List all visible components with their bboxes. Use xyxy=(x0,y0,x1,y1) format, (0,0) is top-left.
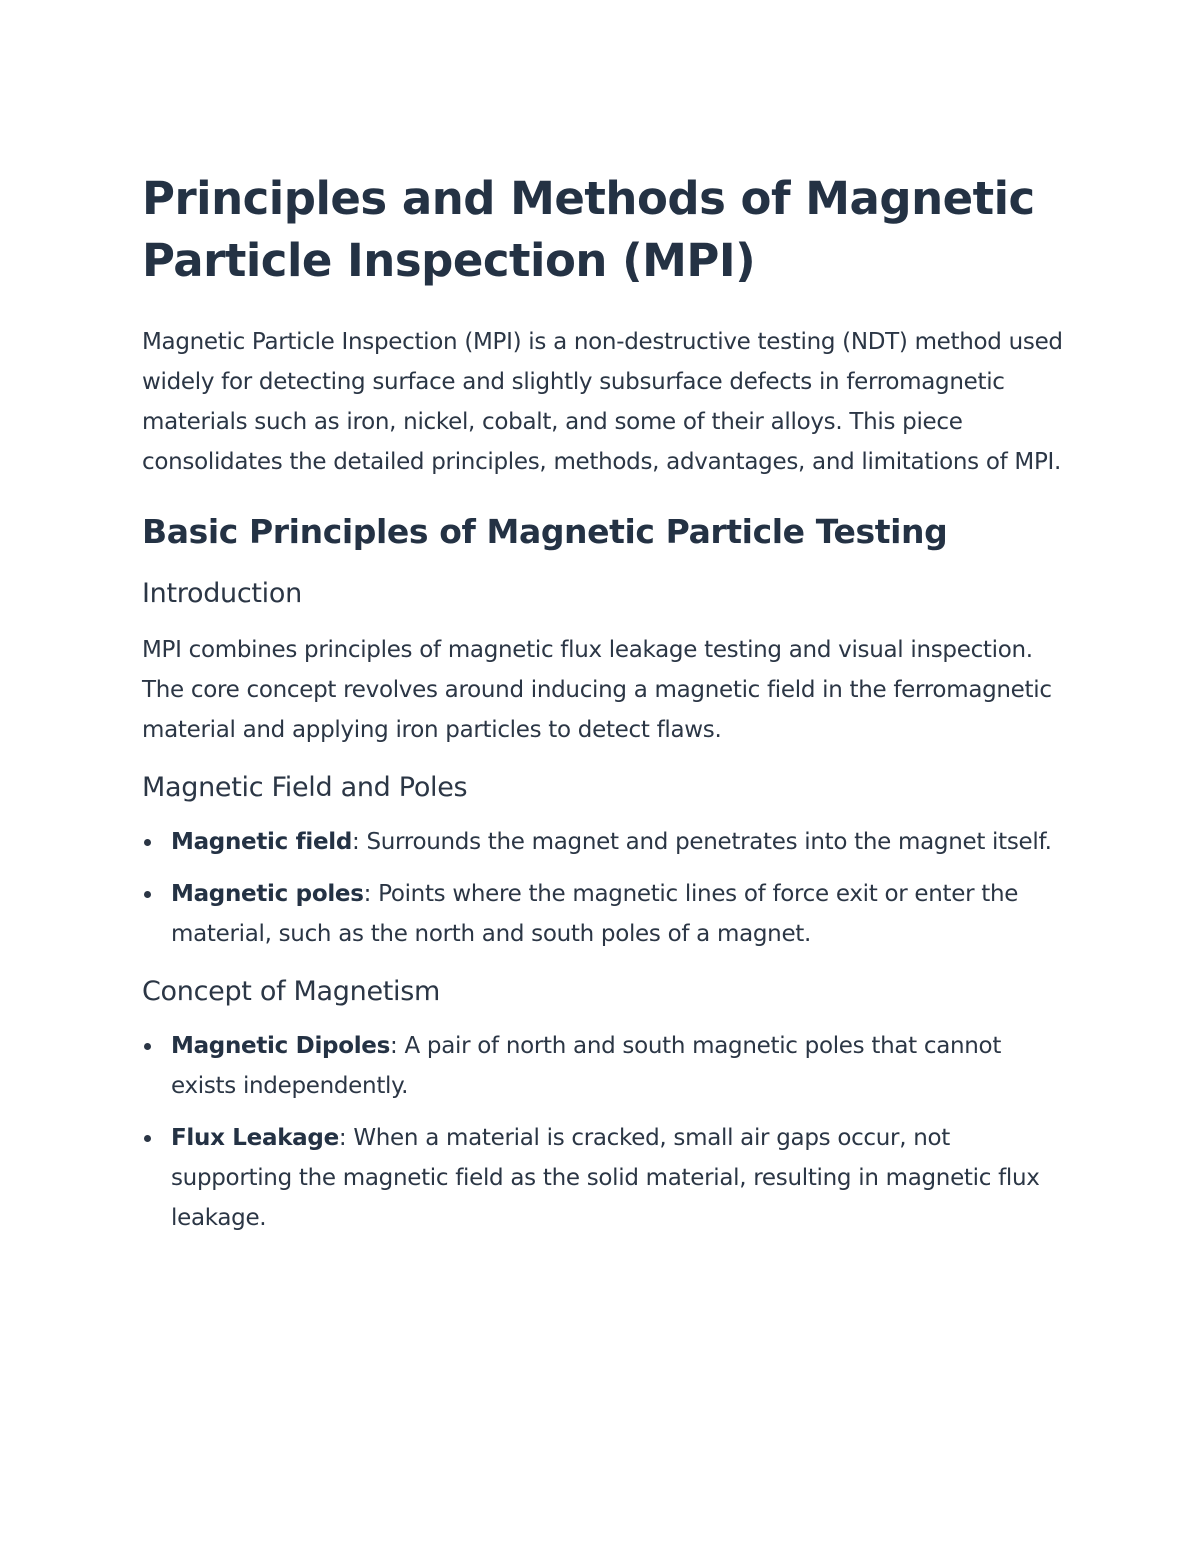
document-title: Principles and Methods of Magnetic Particle Inspection (MPI) xyxy=(142,172,1035,287)
intro-paragraph: Magnetic Particle Inspection (MPI) is a non-destructive testing (NDT) method used widely for detecting surface and slightly subsurface defects in ferromagnetic materials such as iron, nickel, cobalt, and some of their alloys. This piece consolidates the detailed principles, methods, advantages, and limitations of MPI. xyxy=(142,329,1063,475)
list-item-description: : Points where the magnetic lines of force exit or enter the material, such as the north and south poles of a magnet. xyxy=(171,881,1019,947)
list-item xyxy=(142,822,1072,862)
list-item xyxy=(142,1026,1072,1106)
field-poles-list xyxy=(142,822,1072,954)
list-item-description: : When a material is cracked, small air gaps occur, not supporting the magnetic field as the solid material, resulting in magnetic flux leakage. xyxy=(171,1125,1040,1231)
bullet-icon xyxy=(144,1043,151,1050)
introduction-paragraph: MPI combines principles of magnetic flux leakage testing and visual inspection. The core concept revolves around inducing a magnetic field in the ferromagnetic material and applying iron particles to detect flaws. xyxy=(142,637,1052,743)
magnetism-list xyxy=(142,1026,1072,1238)
field-poles-heading: Magnetic Field and Poles xyxy=(142,772,468,803)
introduction-heading: Introduction xyxy=(142,578,302,609)
document-page xyxy=(142,168,1072,1250)
list-item-term: Magnetic field xyxy=(171,829,353,855)
list-item xyxy=(142,1118,1072,1238)
magnetism-heading: Concept of Magnetism xyxy=(142,976,441,1007)
section-heading: Basic Principles of Magnetic Particle Testing xyxy=(142,512,948,551)
list-item-term: Flux Leakage xyxy=(171,1125,339,1151)
list-item-description: : Surrounds the magnet and penetrates into the magnet itself. xyxy=(352,829,1052,855)
bullet-icon xyxy=(144,891,151,898)
bullet-icon xyxy=(144,1135,151,1142)
list-item-description: : A pair of north and south magnetic poles that cannot exists independently. xyxy=(171,1033,1002,1099)
list-item-term: Magnetic poles xyxy=(171,881,364,907)
list-item-term: Magnetic Dipoles xyxy=(171,1033,390,1059)
list-item xyxy=(142,874,1072,954)
bullet-icon xyxy=(144,839,151,846)
